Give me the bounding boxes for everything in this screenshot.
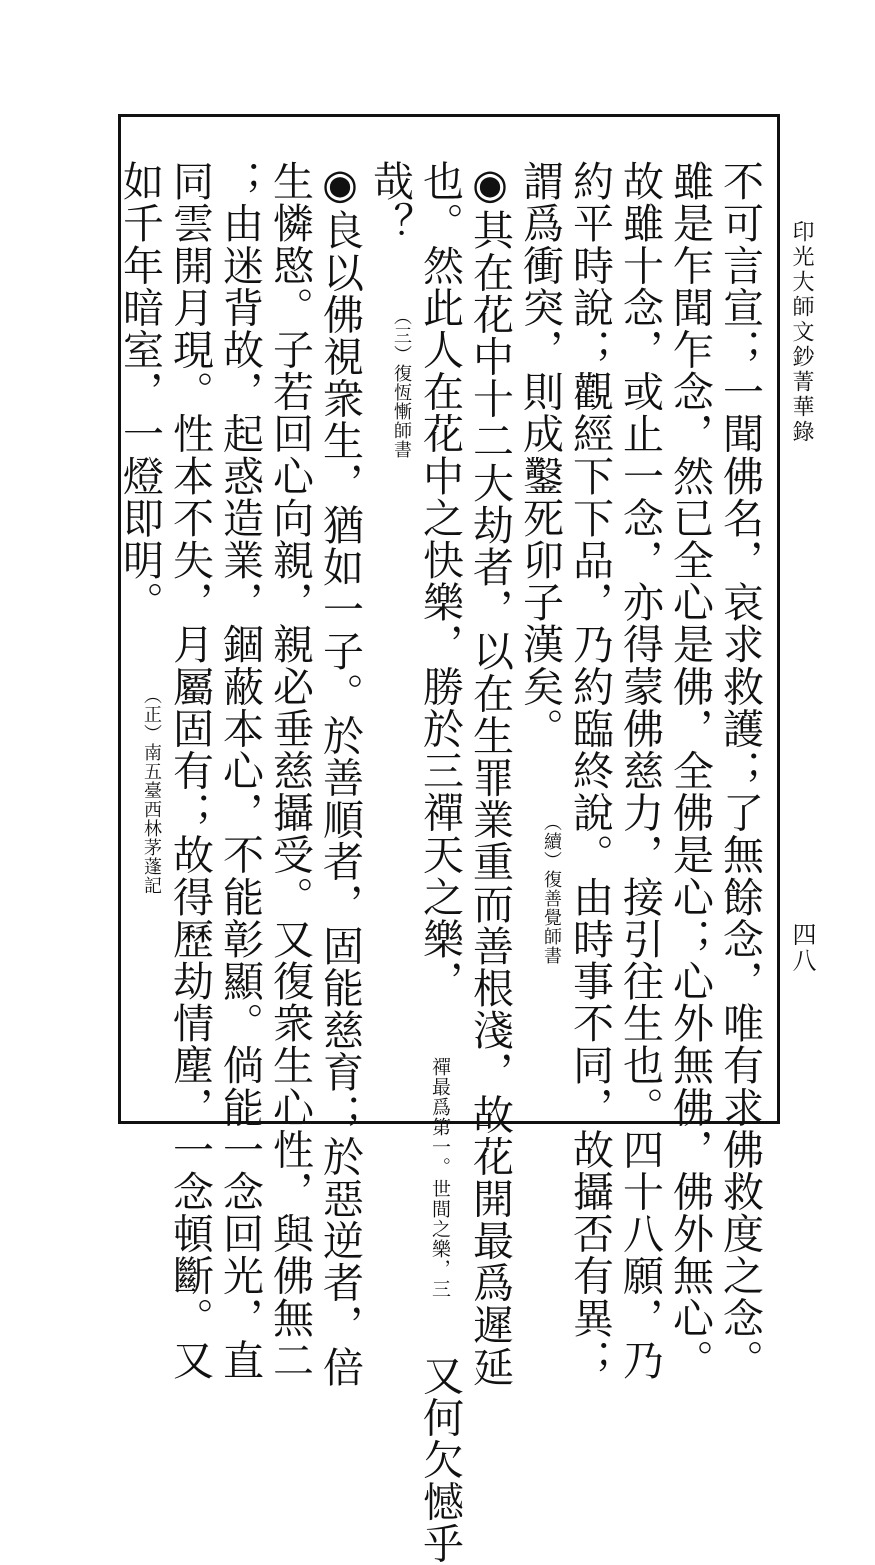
column-text-continued: 又何欠憾乎: [416, 1354, 464, 1565]
column-text: ；由迷背故，起惑造業，錮蔽本心，不能彰顯。倘能一念回光，直: [216, 160, 264, 1381]
column-text: 如千年暗室，一燈即明。: [116, 160, 164, 624]
text-column-1: [716, 160, 764, 1381]
book-title: 印光大師文鈔菁華錄: [789, 220, 814, 445]
column-text: 故雖十念，或止一念，亦得蒙佛慈力，接引往生也。四十八願，乃: [616, 160, 664, 1381]
text-column-3: [616, 160, 664, 1381]
text-column-2: [666, 160, 714, 1381]
column-text: 也。然此人在花中之快樂，勝於三禪天之樂，: [416, 160, 464, 1002]
column-text: 生憐愍。子若回心向親，親必垂慈攝受。又復衆生心性，與佛無二: [266, 160, 314, 1381]
text-column-13: [116, 160, 164, 896]
source-note: （續）復善覺師書: [541, 812, 562, 965]
text-column-8: [366, 160, 414, 460]
text-column-9: [316, 160, 364, 1388]
column-text: 約平時說；觀經下下品，乃約臨終說。由時事不同，故攝否有異；: [566, 160, 614, 1381]
column-text: 謂爲衝突，則成鑿死卯子漢矣。: [516, 160, 564, 750]
column-text: ◉其在花中十二大劫者，以在生罪業重而善根淺，故花開最爲遲延: [466, 160, 514, 1388]
text-column-7: [416, 160, 464, 1565]
source-note: （三）復恆慚師書: [391, 307, 412, 460]
text-column-5: [516, 160, 564, 965]
column-text: 同雲開月現。性本不失，月屬固有；故得歷劫情塵，一念頓斷。又: [166, 160, 214, 1381]
text-column-12: [166, 160, 214, 1381]
text-column-11: [216, 160, 264, 1381]
column-text: 哉？: [366, 160, 414, 245]
text-column-10: [266, 160, 314, 1381]
column-text: 雖是乍聞乍念，然已全心是佛，全佛是心；心外無佛，佛外無心。: [666, 160, 714, 1381]
column-text: 不可言宣；一聞佛名，哀求救護；了無餘念，唯有求佛救度之念。: [716, 160, 764, 1381]
text-column-4: [566, 160, 614, 1381]
page-number: 四八: [788, 922, 816, 974]
interlinear-note: [429, 1057, 449, 1299]
text-column-6: [466, 160, 514, 1388]
interlinear-note-left: 禪最爲第一。: [429, 1057, 451, 1178]
column-text: ◉良以佛視衆生，猶如一子。於善順者，固能慈育；於惡逆者，倍: [316, 160, 364, 1388]
interlinear-note-right: 世間之樂，三: [429, 1179, 451, 1300]
source-note: （正）南五臺西林茅蓬記: [141, 686, 162, 896]
